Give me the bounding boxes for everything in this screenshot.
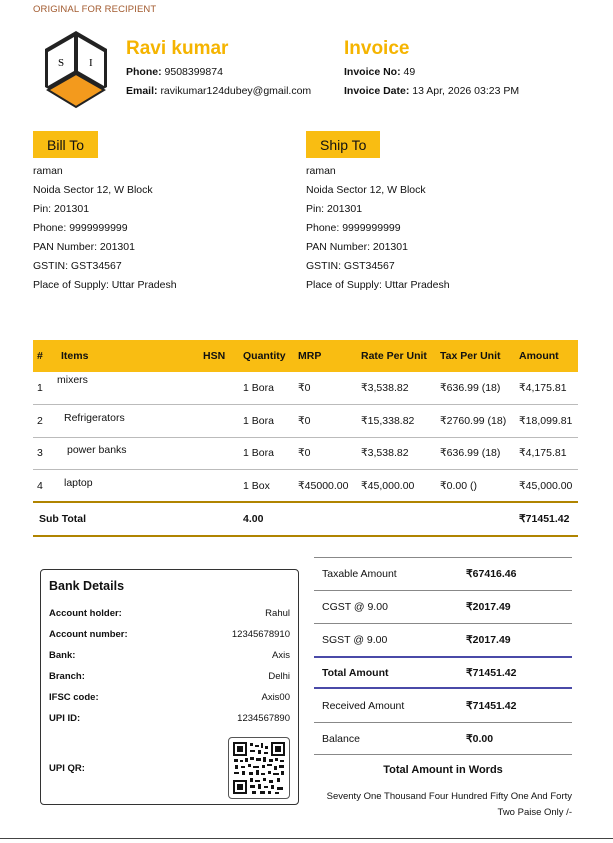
bank-row-bank: Bank: Axis	[49, 650, 290, 661]
ship-to-address: raman Noida Sector 12, W Block Pin: 201301 Phone: 9999999999 PAN Number: 201301 GSTIN: GST34567 Place of Supply: Uttar Pradesh	[306, 165, 450, 291]
col-mrp: MRP	[294, 340, 357, 372]
bank-row-account-number: Account number: 12345678910	[49, 629, 290, 640]
subtotal-label: Sub Total	[33, 502, 239, 536]
amount-in-words-value: Seventy One Thousand Four Hundred Fifty One And Forty Two Paise Only /-	[326, 791, 572, 818]
col-tax: Tax Per Unit	[436, 340, 515, 372]
col-quantity: Quantity	[239, 340, 294, 372]
bill-to-header: Bill To	[33, 131, 98, 158]
invoice-number: Invoice No: 49	[344, 66, 416, 78]
bank-row-branch: Branch: Delhi	[49, 671, 290, 682]
totals-row-cgst: CGST @ 9.00 ₹2017.49	[314, 590, 572, 623]
totals-row-balance: Balance ₹0.00	[314, 722, 572, 755]
logo-letter-i: I	[89, 57, 93, 69]
table-row: 2 Refrigerators 1 Bora ₹0 ₹15,338.82 ₹2760.99 (18) ₹18,099.81	[33, 405, 578, 438]
bank-details-box	[40, 569, 299, 805]
qr-code-icon	[233, 742, 285, 794]
totals-row-sgst: SGST @ 9.00 ₹2017.49	[314, 623, 572, 656]
col-hsn: HSN	[199, 340, 239, 372]
totals-row-taxable: Taxable Amount ₹67416.46	[314, 557, 572, 590]
items-table-header	[33, 340, 578, 372]
seller-phone: Phone: 9508399874	[126, 66, 223, 78]
company-logo	[45, 31, 107, 111]
bank-details-title: Bank Details	[49, 579, 125, 593]
bank-row-account-holder: Account holder: Rahul	[49, 608, 290, 619]
totals-row-total: Total Amount ₹71451.42	[314, 656, 572, 689]
table-row: 4 laptop 1 Box ₹45000.00 ₹45,000.00 ₹0.00 () ₹45,000.00	[33, 470, 578, 503]
subtotal-amount: ₹71451.42	[515, 502, 578, 536]
bank-row-ifsc: IFSC code: Axis00	[49, 692, 290, 703]
col-index: #	[33, 340, 57, 372]
invoice-date: Invoice Date: 13 Apr, 2026 03:23 PM	[344, 85, 520, 97]
subtotal-quantity: 4.00	[239, 502, 294, 536]
col-items: Items	[57, 340, 199, 372]
items-table	[33, 340, 578, 537]
bill-to-address: raman Noida Sector 12, W Block Pin: 201301 Phone: 9999999999 PAN Number: 201301 GSTIN: GST34567 Place of Supply: Uttar Pradesh	[33, 165, 177, 291]
bank-row-upi-id: UPI ID: 1234567890	[49, 713, 290, 724]
upi-qr-code	[228, 737, 290, 799]
table-row: 3 power banks 1 Bora ₹0 ₹3,538.82 ₹636.99 (18) ₹4,175.81	[33, 437, 578, 470]
original-for-recipient-tag: ORIGINAL FOR RECIPIENT	[33, 4, 157, 15]
page-bottom-divider	[0, 838, 613, 839]
seller-name: Ravi kumar	[126, 38, 229, 59]
ship-to-header: Ship To	[306, 131, 380, 158]
totals-summary	[314, 557, 572, 755]
subtotal-row	[33, 502, 578, 536]
col-rate: Rate Per Unit	[357, 340, 436, 372]
upi-qr-label: UPI QR:	[49, 763, 85, 774]
seller-email: Email: ravikumar124dubey@gmail.com	[126, 85, 312, 97]
totals-row-received: Received Amount ₹71451.42	[322, 699, 517, 712]
invoice-title: Invoice	[344, 38, 410, 59]
amount-in-words-title: Total Amount in Words	[383, 764, 503, 776]
table-row: 1 mixers 1 Bora ₹0 ₹3,538.82 ₹636.99 (18) ₹4,175.81	[33, 372, 578, 405]
col-amount: Amount	[515, 340, 578, 372]
logo-letter-s: S	[58, 57, 65, 69]
